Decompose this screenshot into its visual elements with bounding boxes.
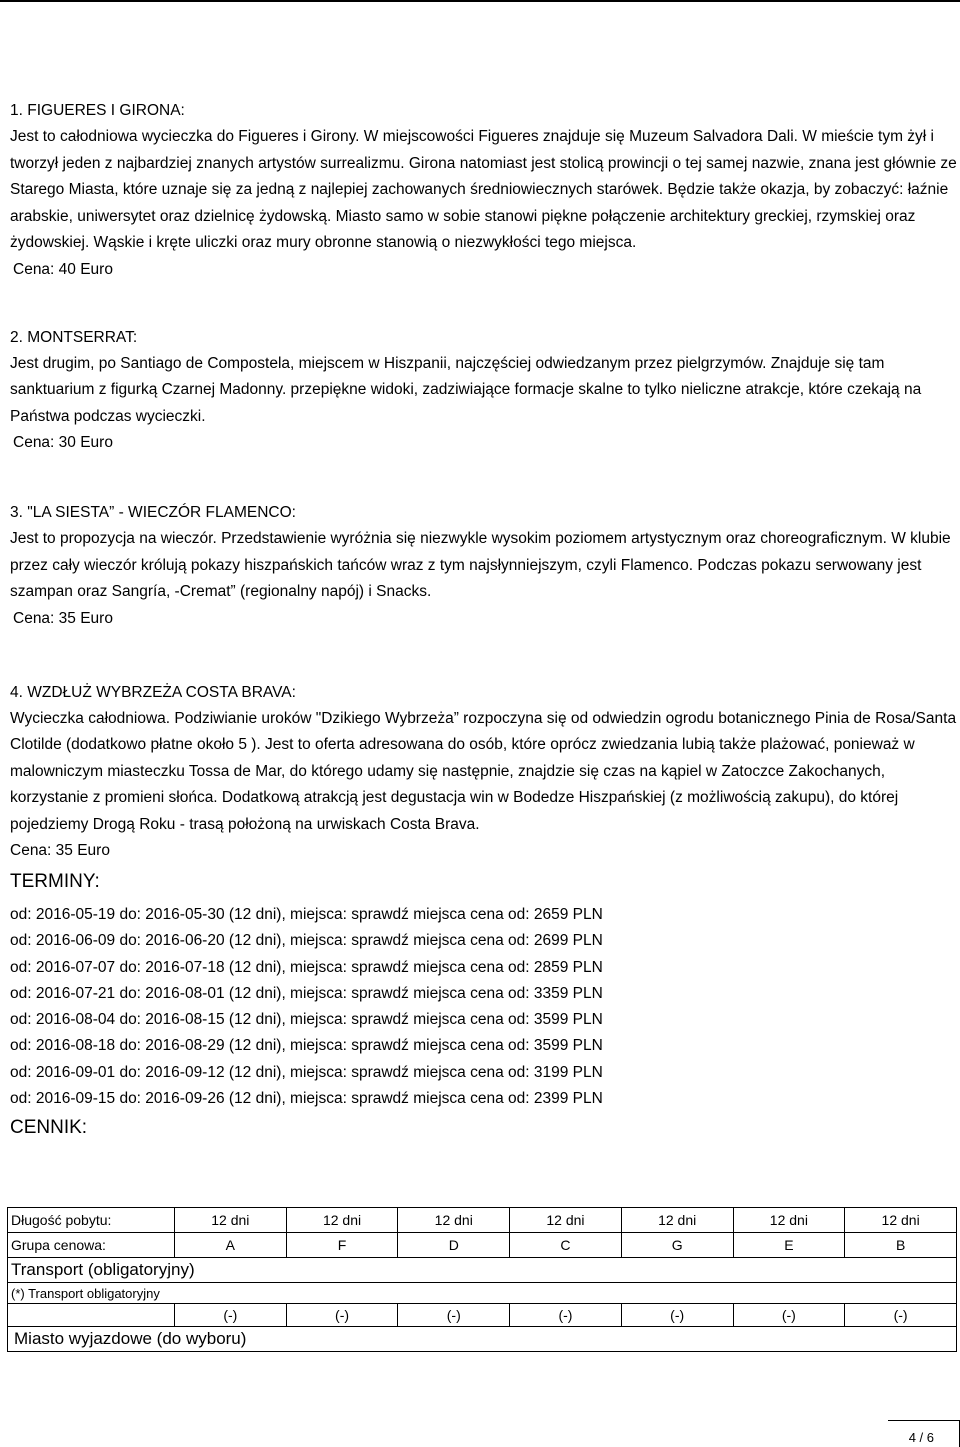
table-row bbox=[8, 1283, 957, 1304]
terminy-heading: TERMINY: bbox=[10, 871, 100, 892]
table-cell: 12 dni bbox=[510, 1208, 622, 1233]
transport-note: (*) Transport obligatoryjny bbox=[8, 1283, 957, 1304]
table-cell: 12 dni bbox=[175, 1208, 287, 1233]
table-cell: 12 dni bbox=[845, 1208, 957, 1233]
row-label: Długość pobytu: bbox=[8, 1208, 175, 1233]
row-label: Grupa cenowa: bbox=[8, 1233, 175, 1258]
term-item: od: 2016-07-21 do: 2016-08-01 (12 dni), miejsca: sprawdź miejsca cena od: 3359 PLN bbox=[10, 984, 603, 1002]
table-row bbox=[8, 1327, 957, 1352]
table-cell: C bbox=[510, 1233, 622, 1258]
table-cell: A bbox=[175, 1233, 287, 1258]
section-title: 1. FIGUERES I GIRONA: bbox=[10, 102, 185, 119]
section-price: Cena: 35 Euro bbox=[10, 842, 110, 859]
footer-rule bbox=[888, 1420, 960, 1421]
term-item: od: 2016-08-04 do: 2016-08-15 (12 dni), miejsca: sprawdź miejsca cena od: 3599 PLN bbox=[10, 1011, 603, 1029]
table-cell: 12 dni bbox=[733, 1208, 845, 1233]
price-table bbox=[7, 1207, 957, 1352]
section-title: 4. WZDŁUŻ WYBRZEŻA COSTA BRAVA: bbox=[10, 683, 296, 701]
section-2 bbox=[10, 325, 958, 457]
term-item: od: 2016-07-07 do: 2016-07-18 (12 dni), miejsca: sprawdź miejsca cena od: 2859 PLN bbox=[10, 958, 603, 976]
table-cell: (-) bbox=[733, 1304, 845, 1327]
terminy-list bbox=[10, 902, 958, 1112]
section-price: Cena: 35 Euro bbox=[13, 609, 113, 627]
term-item: od: 2016-09-01 do: 2016-09-12 (12 dni), miejsca: sprawdź miejsca cena od: 3199 PLN bbox=[10, 1063, 603, 1081]
table-cell: 12 dni bbox=[621, 1208, 733, 1233]
transport-label: Transport (obligatoryjny) bbox=[8, 1258, 957, 1283]
section-text: Wycieczka całodniowa. Podziwianie uroków "Dzikiego Wybrzeża” rozpoczyna się od odwiedzin ogrodu botanicznego Pinia de Rosa/Santa Clotilde (dodatkowo płatne około 5 ). Jest to oferta adresowana do osób, które oprócz zwiedzania lubią także plażować, ponieważ w malowniczym miasteczku Tossa de Mar, do którego udamy się następnie, znajdzie się czas na kąpiel w Zatoczce Zakochanych, korzystanie z promieni słońca. Dodatkową atrakcją jest degustacja win w Bodedze Hiszpańskiej (z możliwością zakupu), do której pojedziemy Drogą Roku - trasą położoną na urwiskach Costa Brava. bbox=[10, 709, 957, 833]
section-title: 3. "LA SIESTA” - WIECZÓR FLAMENCO: bbox=[10, 504, 296, 521]
term-item: od: 2016-05-19 do: 2016-05-30 (12 dni), miejsca: sprawdź miejsca cena od: 2659 PLN bbox=[10, 906, 603, 923]
page-number: 4 / 6 bbox=[908, 1430, 934, 1445]
table-row bbox=[8, 1304, 957, 1327]
table-cell: G bbox=[621, 1233, 733, 1258]
section-text: Jest to propozycja na wieczór. Przedstawienie wyróżnia się niezwykle wysokim poziomem artystycznym oraz choreograficznym. W klubie przez cały wieczór królują pokazy hiszpańskich tańców wraz z tym najsłynniejszym, czyli Flamenco. Podczas pokazu serwowany jest szampan oraz Sangría, -Cremat” (regionalny napój) i Snacks. bbox=[10, 530, 951, 600]
table-cell: F bbox=[286, 1233, 398, 1258]
section-text: Jest drugim, po Santiago de Compostela, miejscem w Hiszpanii, najczęściej odwiedzanym przez pielgrzymów. Znajduje się tam sanktuarium z figurką Czarnej Madonny. przepiękne widoki, zadziwiające formacje skalne to tylko nieliczne atrakcje, które czekają na Państwa podczas wycieczki. bbox=[10, 354, 922, 425]
table-cell: (-) bbox=[398, 1304, 510, 1327]
section-4 bbox=[10, 680, 958, 865]
term-item: od: 2016-08-18 do: 2016-08-29 (12 dni), miejsca: sprawdź miejsca cena od: 3599 PLN bbox=[10, 1037, 603, 1055]
table-cell: (-) bbox=[621, 1304, 733, 1327]
table-cell: (-) bbox=[845, 1304, 957, 1327]
section-3 bbox=[10, 500, 958, 632]
table-cell: B bbox=[845, 1233, 957, 1258]
table-cell: (-) bbox=[510, 1304, 622, 1327]
document-body bbox=[10, 98, 958, 1148]
table-cell: (-) bbox=[175, 1304, 287, 1327]
table-row bbox=[8, 1233, 957, 1258]
cennik-heading: CENNIK: bbox=[10, 1117, 88, 1139]
table-cell: 12 dni bbox=[398, 1208, 510, 1233]
table-row bbox=[8, 1208, 957, 1233]
section-price: Cena: 30 Euro bbox=[13, 434, 113, 451]
table-cell: D bbox=[398, 1233, 510, 1258]
table-cell: E bbox=[733, 1233, 845, 1258]
table-cell bbox=[8, 1304, 175, 1327]
term-item: od: 2016-09-15 do: 2016-09-26 (12 dni), miejsca: sprawdź miejsca cena od: 2399 PLN bbox=[10, 1090, 603, 1108]
top-border bbox=[0, 0, 960, 2]
term-item: od: 2016-06-09 do: 2016-06-20 (12 dni), miejsca: sprawdź miejsca cena od: 2699 PLN bbox=[10, 932, 603, 950]
table-cell: (-) bbox=[286, 1304, 398, 1327]
departure-label: Miasto wyjazdowe (do wyboru) bbox=[8, 1327, 957, 1352]
section-price: Cena: 40 Euro bbox=[13, 260, 113, 278]
table-cell: 12 dni bbox=[286, 1208, 398, 1233]
section-title: 2. MONTSERRAT: bbox=[10, 328, 138, 346]
section-1 bbox=[10, 98, 958, 283]
table-row bbox=[8, 1258, 957, 1283]
section-text: Jest to całodniowa wycieczka do Figueres i Girony. W miejscowości Figueres znajduje się Muzeum Salvadora Dali. W mieście tym żył i tworzył jeden z najbardziej znanych artystów surrealizmu. Girona natomiast jest stolicą prowincji o tej samej nazwie, znana jest głównie ze Starego Miasta, które uznaje się za jedną z najlepiej zachowanych średniowiecznych starówek. Będzie także okazja, by zobaczyć: łaźnie arabskie, uniwersytet oraz dzielnicę żydowską. Miasto samo w sobie stanowi piękne połączenie architektury greckiej, rzymskiej oraz żydowskiej. Wąskie i kręte uliczki oraz mury obronne stanowią o niezwykłości tego miejsca. bbox=[10, 128, 957, 251]
